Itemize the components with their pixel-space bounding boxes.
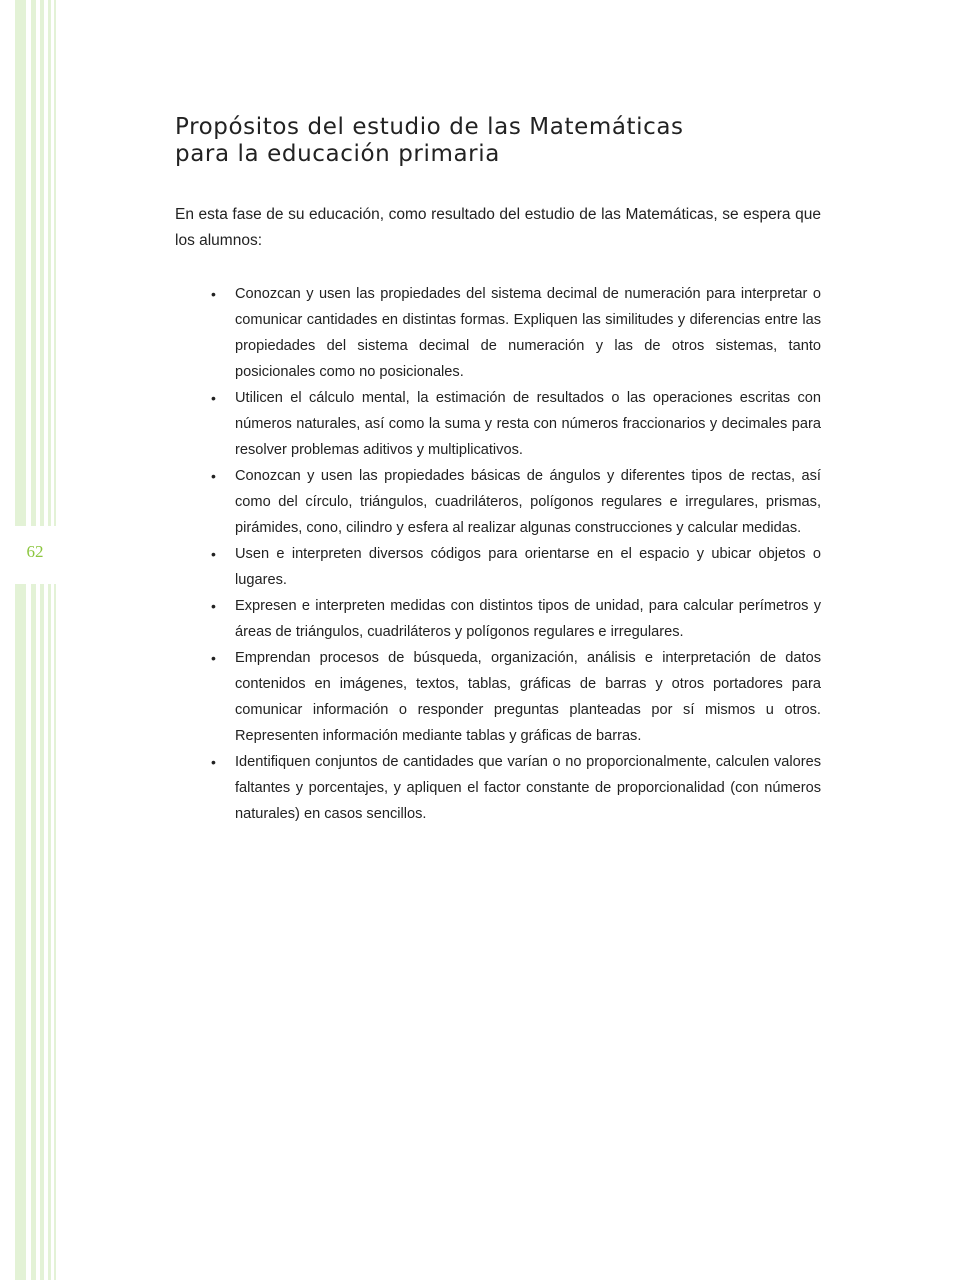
margin-stripe (48, 0, 51, 1280)
objective-text: Utilicen el cálculo mental, la estimación de resultados o las operaciones escritas con números naturales, así como la suma y resta con números fraccionarios y decimales para resolver problemas aditivos y multiplicativos. (235, 390, 821, 458)
objective-text: Identifiquen conjuntos de cantidades que varían o no proporcionalmente, calculen valores faltantes y porcentajes, y apliquen el factor constante de proporcionalidad (con números naturales) en casos sencillos. (235, 754, 821, 822)
list-item (211, 541, 821, 593)
intro-paragraph: En esta fase de su educación, como resultado del estudio de las Matemáticas, se espera que los alumnos: (175, 206, 821, 249)
objectives-list (211, 281, 821, 827)
bullet-icon: • (211, 468, 216, 484)
margin-stripe (54, 0, 56, 1280)
page-title-line-1: Propósitos del estudio de las Matemáticas (175, 114, 684, 140)
list-item (211, 463, 821, 541)
margin-stripe (40, 0, 44, 1280)
bullet-icon: • (211, 754, 216, 770)
list-item (211, 645, 821, 749)
page-title (175, 114, 835, 168)
bullet-icon: • (211, 598, 216, 614)
list-item (211, 385, 821, 463)
margin-stripes (0, 0, 60, 1280)
page-title-line-2: para la educación primaria (175, 141, 500, 167)
objective-text: Emprendan procesos de búsqueda, organización, análisis e interpretación de datos contenidos en imágenes, textos, tablas, gráficas de barras y otros portadores para comunicar información o responder preguntas planteadas por sí mismos u otros. Representen información mediante tablas y gráficas de barras. (235, 650, 821, 744)
bullet-icon: • (211, 390, 216, 406)
objective-text: Expresen e interpreten medidas con distintos tipos de unidad, para calcular perímetros y áreas de triángulos, cuadriláteros y polígonos regulares e irregulares. (235, 598, 821, 640)
objective-text: Usen e interpreten diversos códigos para orientarse en el espacio y ubicar objetos o lugares. (235, 546, 821, 588)
bullet-icon: • (211, 546, 216, 562)
objective-text: Conozcan y usen las propiedades del sistema decimal de numeración para interpretar o comunicar cantidades en distintas formas. Expliquen las similitudes y diferencias entre las propiedades del sistema decimal de numeración y las de otros sistemas, tanto posicionales como no posicionales. (235, 286, 821, 380)
list-item (211, 593, 821, 645)
list-item (211, 749, 821, 827)
margin-stripe (31, 0, 36, 1280)
bullet-icon: • (211, 286, 216, 302)
list-item (211, 281, 821, 385)
bullet-icon: • (211, 650, 216, 666)
objective-text: Conozcan y usen las propiedades básicas de ángulos y diferentes tipos de rectas, así como del círculo, triángulos, cuadriláteros, polígonos regulares e irregulares, prismas, pirámides, cono, cilindro y esfera al realizar algunas construcciones y calcular medidas. (235, 468, 821, 536)
page-number: 62 (26, 542, 44, 561)
margin-stripe (15, 0, 26, 1280)
